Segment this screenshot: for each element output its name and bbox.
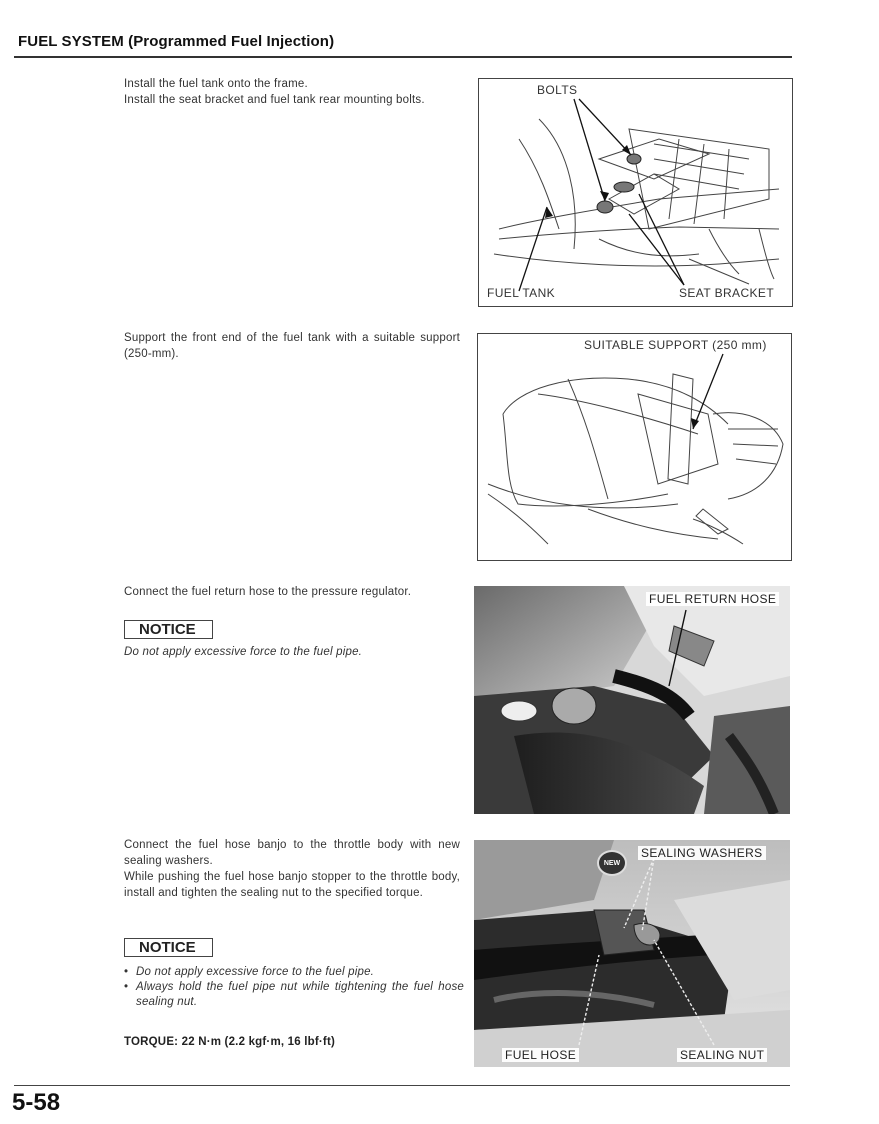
label-fuel-hose: FUEL HOSE xyxy=(502,1048,579,1062)
torque-spec: TORQUE: 22 N·m (2.2 kgf·m, 16 lbf·ft) xyxy=(124,1036,336,1048)
label-sealing-washers: SEALING WASHERS xyxy=(638,846,766,860)
step-line: Install the seat bracket and fuel tank rear mounting bolts. xyxy=(124,94,425,106)
step-line: Connect the fuel return hose to the pressure regulator. xyxy=(124,586,412,598)
step-support-tank xyxy=(124,330,460,362)
fuel-hose-photo xyxy=(474,840,790,1067)
notice-label: NOTICE xyxy=(124,938,213,957)
tank-support-illustration xyxy=(478,334,791,560)
seat-bracket-illustration xyxy=(479,79,792,306)
notice-block-2 xyxy=(124,938,464,1010)
step-connect-return-hose xyxy=(124,584,460,600)
notice-block-1 xyxy=(124,620,464,660)
label-sealing-nut: SEALING NUT xyxy=(677,1048,767,1062)
notice-list xyxy=(124,965,464,1010)
step-install-tank xyxy=(124,76,460,108)
step-line: While pushing the fuel hose banjo stopper to the throttle body, install and tighten the sealing nut to the specified torque. xyxy=(124,871,460,899)
notice-item: • Do not apply excessive force to the fuel pipe. xyxy=(124,965,464,980)
page-number: 5-58 xyxy=(12,1089,61,1116)
label-fuel-tank: FUEL TANK xyxy=(487,286,556,300)
label-bolts: BOLTS xyxy=(537,83,578,97)
figure-return-hose-photo xyxy=(474,586,790,814)
step-line: Install the fuel tank onto the frame. xyxy=(124,78,308,90)
notice-item: • Always hold the fuel pipe nut while tightening the fuel hose sealing nut. xyxy=(124,980,464,1010)
label-fuel-return-hose: FUEL RETURN HOSE xyxy=(646,592,779,606)
step-line: Support the front end of the fuel tank with a suitable support (250-mm). xyxy=(124,332,460,360)
figure-support-drawing xyxy=(477,333,792,561)
step-connect-fuel-hose xyxy=(124,837,460,901)
notice-text xyxy=(124,645,464,660)
figure-fuel-hose-photo xyxy=(474,840,790,1067)
label-seat-bracket: SEAT BRACKET xyxy=(679,286,775,300)
step-line: Connect the fuel hose banjo to the throttle body with new sealing washers. xyxy=(124,839,460,867)
figure-seat-bracket-drawing xyxy=(478,78,793,307)
page-header-title: FUEL SYSTEM (Programmed Fuel Injection) xyxy=(18,33,335,50)
notice-item: Do not apply excessive force to the fuel pipe. xyxy=(124,646,363,658)
header-divider xyxy=(14,56,792,58)
notice-label: NOTICE xyxy=(124,620,213,639)
return-hose-photo xyxy=(474,586,790,814)
footer-divider xyxy=(14,1085,790,1086)
new-part-badge-icon: NEW xyxy=(597,850,627,876)
label-suitable-support: SUITABLE SUPPORT (250 mm) xyxy=(584,338,767,352)
